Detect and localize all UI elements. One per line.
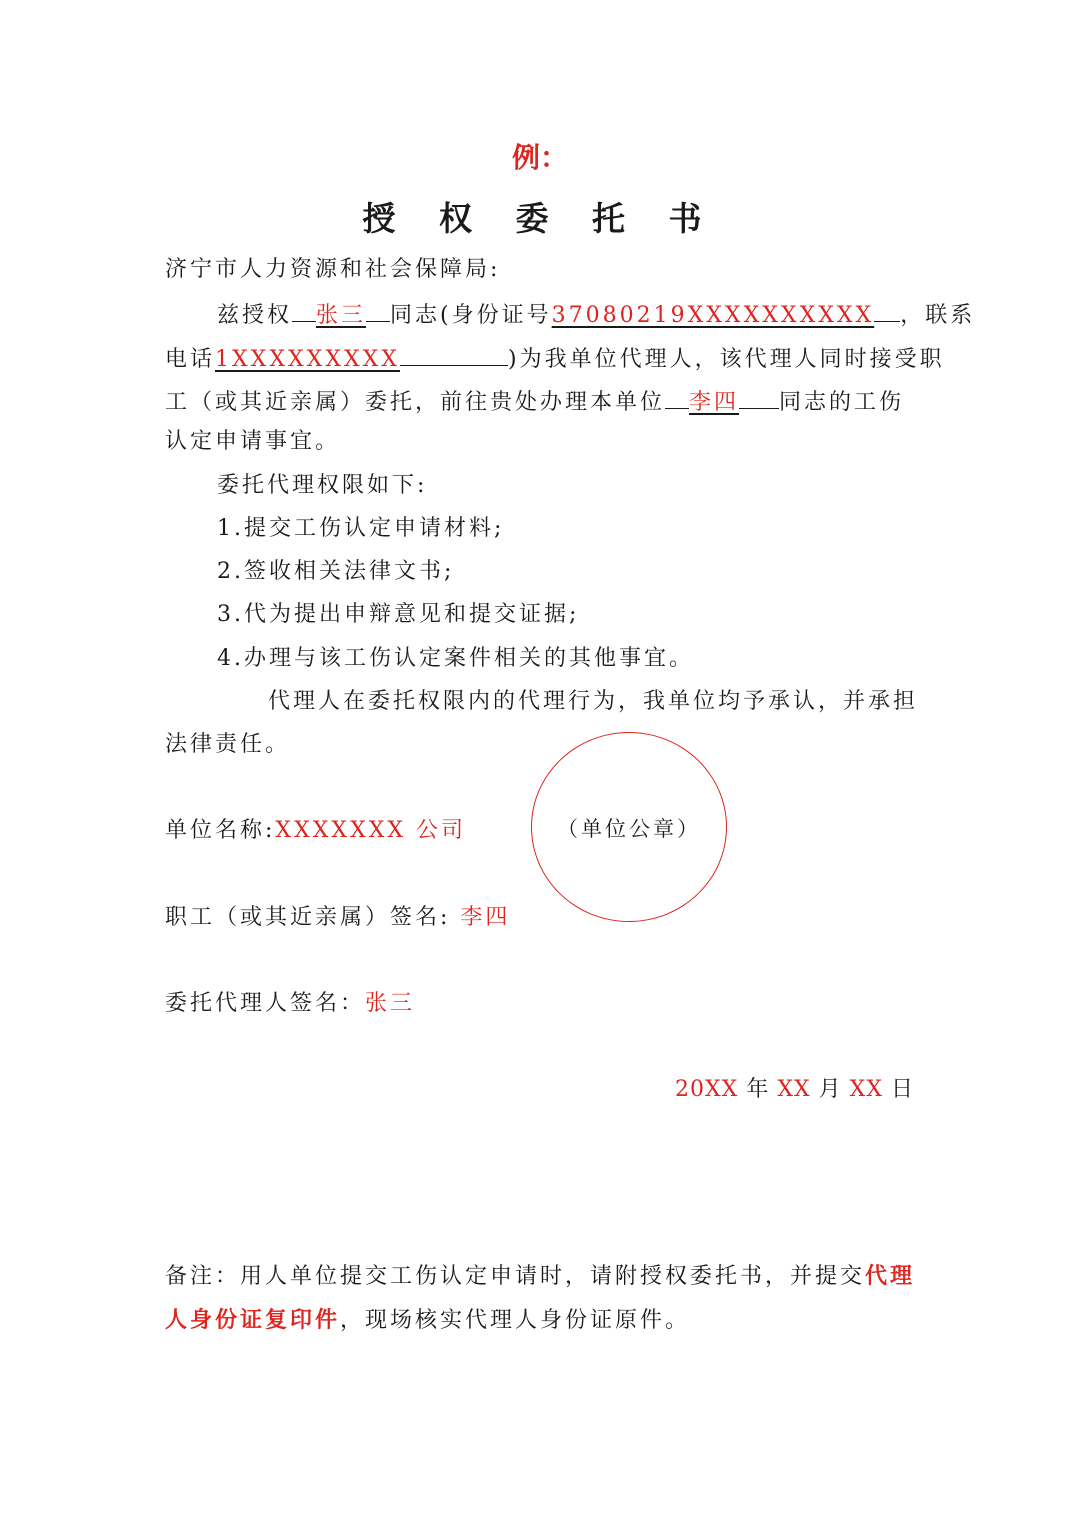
blank — [874, 297, 900, 322]
remark-suffix: ，现场核实代理人身份证原件。 — [340, 1308, 691, 1333]
company-name-value: XXXXXXX 公司 — [275, 818, 467, 843]
responsibility-line-2: 法律责任。 — [165, 732, 291, 757]
agent-signature-label: 委托代理人签名： — [165, 991, 366, 1016]
remark-prefix: 备注：用人单位提交工伤认定申请时，请附授权委托书，并提交 — [165, 1264, 866, 1289]
remark-line-2 — [165, 1305, 690, 1336]
agent-designation-text: )为我单位代理人，该代理人同时接受职 — [507, 347, 945, 372]
seal-label: （单位公章） — [557, 817, 701, 841]
remark-line-1 — [165, 1261, 915, 1292]
phone-label: 电话 — [165, 347, 216, 372]
worker-name-fill: 李四 — [689, 390, 740, 415]
worker-signature-row — [165, 903, 510, 933]
blank — [665, 384, 689, 409]
date-year-unit: 年 — [738, 1077, 778, 1102]
remark-highlight-1: 代理 — [865, 1263, 916, 1289]
authorization-line-1 — [217, 297, 975, 331]
responsibility-line-1: 代理人在委托权限内的代理行为，我单位均予承认，并承担 — [268, 689, 919, 714]
authority-item: 4.办理与该工伤认定案件相关的其他事宜。 — [217, 646, 694, 671]
agent-signature-value: 张三 — [365, 991, 416, 1016]
blank — [739, 384, 779, 409]
date — [675, 1075, 914, 1105]
date-day-unit: 日 — [883, 1077, 914, 1102]
authority-item: 1.提交工伤认定申请材料; — [217, 516, 505, 541]
agent-signature-row — [165, 989, 415, 1019]
company-name-row — [165, 816, 466, 846]
company-seal — [531, 732, 727, 922]
blank — [366, 297, 390, 322]
date-day: XX — [849, 1077, 883, 1102]
date-month-unit: 月 — [810, 1077, 850, 1102]
authorization-line-2 — [165, 341, 945, 375]
comrade-id-text: 同志(身份证号 — [390, 303, 552, 328]
remark-highlight-2: 人身份证复印件 — [165, 1307, 341, 1333]
authority-heading: 委托代理权限如下: — [217, 473, 428, 498]
injury-text: 同志的工伤 — [779, 390, 905, 415]
blank — [400, 341, 508, 366]
authorization-line-3 — [165, 384, 904, 418]
document-title: 授 权 委 托 书 — [362, 199, 718, 238]
example-label: 例： — [511, 141, 568, 174]
date-year: 20XX — [675, 1077, 739, 1102]
entrust-text: 工（或其近亲属）委托，前往贵处办理本单位 — [165, 390, 666, 415]
company-name-label: 单位名称: — [165, 818, 276, 843]
authority-item: 2.签收相关法律文书; — [217, 559, 455, 584]
blank — [292, 297, 316, 322]
worker-signature-label: 职工（或其近亲属）签名: — [165, 905, 451, 930]
authorization-line-4: 认定申请事宜。 — [165, 429, 341, 454]
phone-fill: 1XXXXXXXXX — [215, 347, 400, 372]
agent-name-fill: 张三 — [316, 303, 367, 328]
authorize-text: 兹授权 — [217, 303, 293, 328]
authority-item: 3.代为提出申辩意见和提交证据; — [217, 602, 580, 627]
date-month: XX — [777, 1077, 811, 1102]
contact-text: ，联系 — [900, 303, 976, 328]
worker-signature-value: 李四 — [460, 905, 511, 930]
id-number-fill: 37080219XXXXXXXXXX — [551, 303, 875, 328]
addressee: 济宁市人力资源和社会保障局: — [165, 257, 501, 282]
